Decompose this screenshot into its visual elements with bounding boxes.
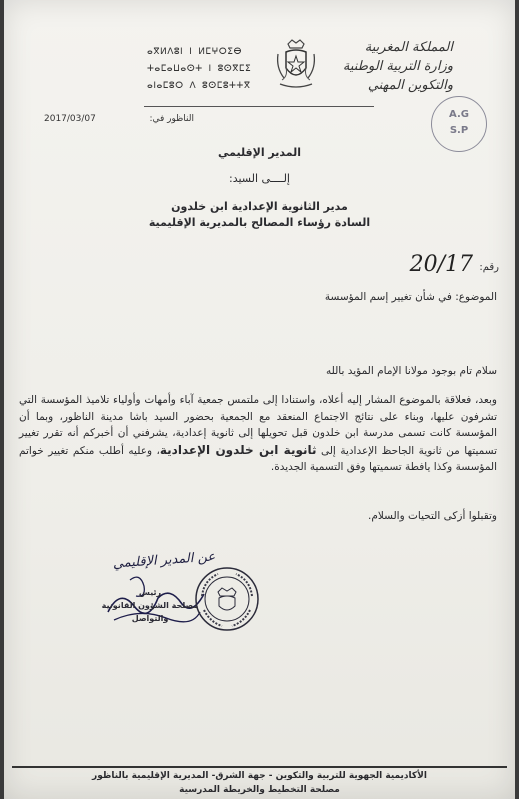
ministry-header-arabic (303, 38, 453, 95)
body-text: وبعد، فعلاقة بالموضوع المشار إليه أعلاه، واستنادا إلى ملتمس جمعية آباء وأمهات وأولياء تلاميذ المؤسسة التي تشرفون عليها، وبناء على نتائج الاجتماع المنعقد مع الجمعية بحضور السيد باشا مدينة الناظور، وبما أن المؤسسة كانت تسمى مدرسة ابن خلدون قبل تحويلها إلى ثانوية إعدادية، يشرفني أن أخبركم أنه تقرر تغيير تسميتها من ثانوية الجاحظ الإعدادية إلى (19, 394, 497, 457)
new-school-name: ثانوية ابن خلدون الإعدادية (159, 442, 317, 457)
signatory-stamp-line: والتواصل (131, 614, 169, 623)
reference-number (384, 252, 499, 282)
official-round-seal (194, 566, 260, 632)
header-divider (144, 106, 374, 107)
receipt-stamp (431, 96, 487, 152)
reference-label: رقم: (479, 262, 499, 273)
to-line: إلــــى السيد: (229, 172, 290, 185)
header-line: والتكوين المهني (367, 78, 453, 93)
header-line: ⴰⴳⵍⴷⵓⵏ ⵏ ⵍⵎⵖⵔⵉⴱ (147, 47, 242, 57)
body-text: ، وعليه أطلب منكم تغيير خواتم المؤسسة وكذا يافطة تسميتها وفق التسمية الجديدة. (19, 444, 497, 473)
sender-title: المدير الإقليمي (217, 146, 302, 159)
subject-line (77, 291, 497, 303)
body-paragraph (19, 392, 497, 476)
date-value: 2017/03/07 (44, 114, 96, 124)
letter-page (4, 0, 515, 799)
closing-line: وتقبلوا أزكى التحيات والسلام. (367, 510, 497, 522)
subject-label: الموضوع: (455, 291, 497, 303)
recipient-line: مدير الثانوية الإعدادية ابن خلدون (171, 200, 348, 213)
header-line: ⴰⵏⴰⵎⵓⵔ ⴷ ⵓⵙⵎⵓⵜⵜⴳ (147, 81, 251, 91)
subject-text: في شأن تغيير إسم المؤسسة (324, 291, 452, 303)
footer-line: الأكاديمية الجهوية للتربية والتكوين - جهة الشرق- المديرية الإقليمية بالناظور (92, 771, 427, 781)
recipient-line: السادة رؤساء المصالح بالمديرية الإقليمية (148, 216, 371, 229)
date-label: الناظور في: (149, 114, 194, 124)
stamp-text: S.P (449, 125, 469, 136)
stamp-text: A.G (449, 109, 469, 120)
footer-divider (12, 766, 507, 768)
header-line: ⵜⴰⵎⴰⵡⴰⵙⵜ ⵏ ⵓⵙⴳⵎⵉ (147, 64, 252, 74)
greeting: سلام تام بوجود مولانا الإمام المؤيد بالله (325, 365, 497, 377)
ministry-header-tifinagh (147, 44, 257, 95)
header-line: وزارة التربية الوطنية (342, 59, 453, 74)
reference-value: 20/17 (409, 252, 473, 277)
coat-of-arms-emblem (272, 38, 320, 94)
header-line: المملكة المغربية (364, 40, 453, 55)
signature-title-handwritten: عن المدير الإقليمي (112, 549, 216, 572)
signatory-stamp (100, 586, 200, 625)
signatory-stamp-line: رئيس (138, 588, 162, 597)
signatory-stamp-line: مصلحة الشؤون القانونية (101, 601, 199, 610)
footer-line: مصلحة التخطيط والخريطة المدرسية (179, 785, 340, 795)
